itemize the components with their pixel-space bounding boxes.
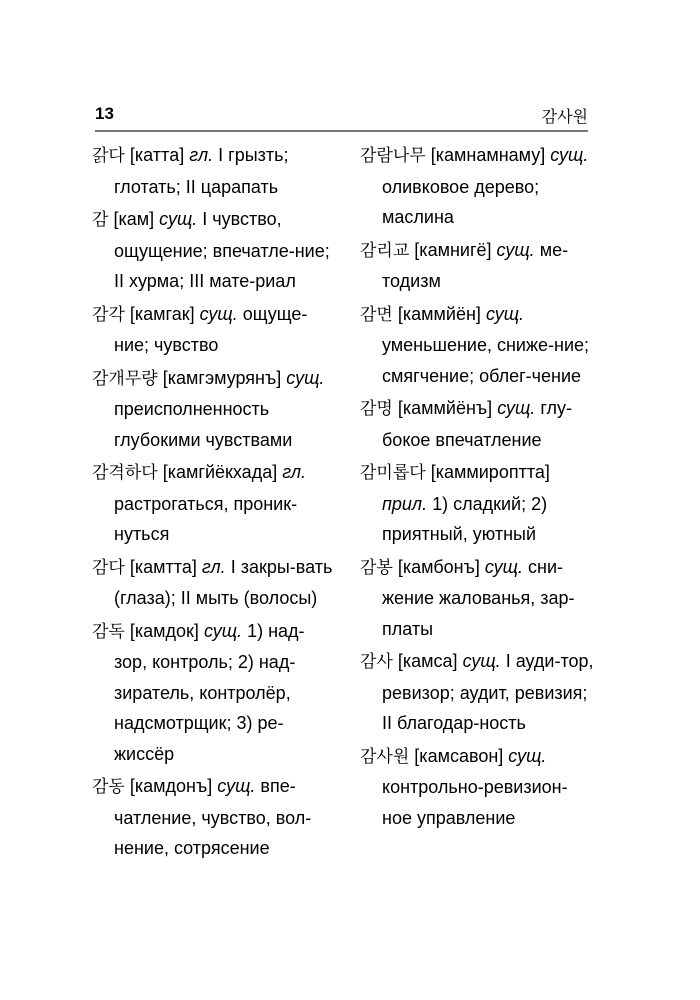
entry-transcription: [камгэмурянъ]	[162, 367, 282, 388]
entry-definition: ме-тодизм	[382, 239, 569, 291]
entry-transcription: [камса]	[397, 651, 458, 671]
entry-definition: сни-жение жалованья, зар-платы	[382, 556, 575, 639]
entry-definition: I грызть; глотать; II царапать	[114, 145, 289, 197]
entry-headword: 감사	[360, 652, 393, 672]
dictionary-entry	[92, 363, 337, 456]
entry-pos: сущ.	[203, 620, 243, 641]
entry-transcription: [камгак]	[129, 303, 195, 324]
entry-transcription: [камтта]	[129, 556, 197, 577]
entry-headword: 감봉	[360, 557, 393, 578]
entry-pos: сущ.	[508, 745, 547, 766]
entry-headword: 감동	[92, 777, 125, 797]
entry-pos: сущ.	[485, 303, 525, 324]
dictionary-entry	[360, 299, 595, 392]
entry-definition: контрольно-ревизион-ное управление	[382, 777, 568, 828]
entry-headword: 감람나무	[360, 146, 426, 166]
header-rule	[95, 130, 588, 132]
right-column	[360, 140, 595, 835]
page-header	[95, 104, 588, 130]
entry-definition: I закры-вать (глаза); II мыть (волосы)	[114, 556, 333, 608]
entry-definition: оливковое дерево; маслина	[382, 176, 540, 227]
dictionary-entry	[92, 299, 337, 361]
entry-headword: 감미롭다	[360, 463, 426, 483]
entry-headword: 감	[92, 210, 109, 230]
dictionary-entry	[92, 616, 337, 770]
entry-transcription: [камгйёкхада]	[162, 462, 278, 482]
entry-pos: сущ.	[497, 398, 536, 418]
entry-definition: уменьшение, сниже-ние; смягчение; облег-чение	[382, 335, 590, 386]
entry-headword: 감사원	[360, 746, 410, 767]
entry-pos: гл.	[189, 145, 214, 165]
dictionary-entry	[92, 140, 337, 202]
entry-transcription: [камбонъ]	[397, 556, 480, 577]
dictionary-entry	[92, 457, 337, 550]
entry-definition: I ауди-тор, ревизор; аудит, ревизия; II благодар-ность	[382, 651, 594, 733]
left-column	[92, 140, 337, 866]
entry-definition: I чувство, ощущение; впечатле-ние; II хурма; III мате-риал	[114, 209, 330, 291]
entry-definition: растрогаться, проник-нуться	[114, 493, 298, 544]
entry-pos: сущ.	[496, 239, 535, 260]
entry-pos: гл.	[201, 556, 226, 577]
entry-pos: сущ.	[199, 303, 238, 324]
entry-transcription: [камнигё]	[414, 239, 492, 260]
entry-transcription: [камдонъ]	[129, 776, 213, 796]
entry-headword: 감각	[92, 304, 125, 325]
dictionary-entry	[360, 646, 595, 739]
entry-transcription: [камнамнаму]	[430, 145, 546, 165]
entry-pos: сущ.	[159, 209, 198, 229]
dictionary-entry	[92, 204, 337, 297]
dictionary-entry	[92, 771, 337, 864]
entry-definition: 1) сладкий; 2) приятный, уютный	[382, 493, 548, 544]
dictionary-entry	[360, 140, 595, 233]
entry-pos: сущ.	[484, 556, 523, 577]
entry-definition: 1) над-зор, контроль; 2) над-зиратель, контролёр, надсмотрщик; 3) ре-жиссёр	[114, 620, 305, 764]
entry-pos: сущ.	[217, 776, 256, 796]
entry-headword: 감다	[92, 557, 125, 578]
entry-headword: 감독	[92, 621, 125, 642]
entry-transcription: [камсавон]	[414, 745, 504, 766]
entry-definition: ощуще-ние; чувство	[114, 303, 308, 355]
dictionary-entry	[92, 552, 337, 614]
dictionary-entry	[360, 457, 595, 550]
entry-pos: сущ.	[286, 367, 325, 388]
entry-transcription: [камдок]	[129, 620, 199, 641]
entry-pos: сущ.	[462, 651, 501, 671]
dictionary-entry	[360, 552, 595, 645]
entry-pos: сущ.	[550, 145, 589, 165]
dictionary-entry	[360, 235, 595, 297]
entry-transcription: [каммйёнъ]	[397, 398, 493, 418]
entry-definition: глу-бокое впечатление	[382, 398, 572, 450]
entry-definition: преисполненность глубокими чувствами	[114, 399, 293, 450]
entry-headword: 감면	[360, 304, 393, 325]
dictionary-entry	[360, 741, 595, 834]
entry-headword: 감격하다	[92, 463, 158, 483]
entry-headword: 감명	[360, 399, 393, 419]
page-number: 13	[95, 104, 114, 123]
running-head: 감사원	[541, 109, 588, 126]
entry-transcription: [каммироптта]	[430, 462, 550, 482]
entry-headword: 감개무량	[92, 368, 158, 389]
entry-definition: впе-чатление, чувство, вол-нение, сотрясение	[114, 776, 312, 858]
entry-transcription: [каммйён]	[397, 303, 481, 324]
entry-pos: гл.	[282, 462, 307, 482]
entry-headword: 갉다	[92, 146, 125, 166]
dictionary-entry	[360, 393, 595, 455]
entry-transcription: [кам]	[113, 209, 155, 229]
entry-pos: прил.	[382, 493, 428, 514]
entry-headword: 감리교	[360, 240, 410, 261]
entry-transcription: [каттa]	[129, 145, 185, 165]
